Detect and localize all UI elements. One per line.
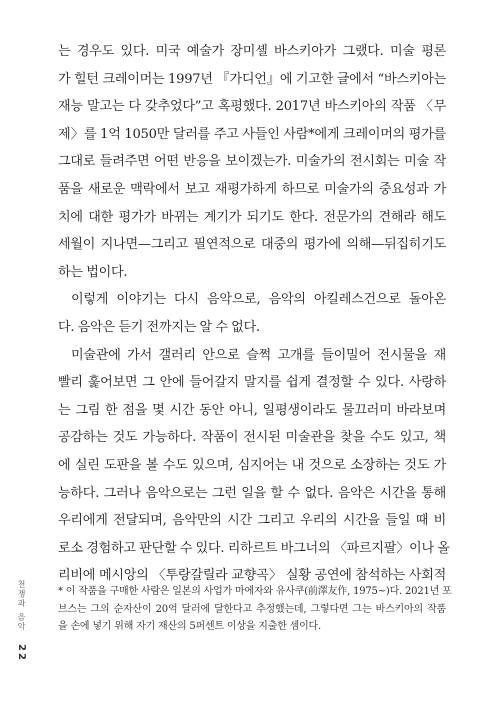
text-line: 능하다. 그러나 음악으로는 그런 일을 할 수 없다. 음악은 시간을 통해 — [58, 485, 446, 501]
text-line: 는 그림 한 점을 몇 시간 동안 아니, 일평생이라도 물끄러미 바라보며 — [58, 402, 446, 418]
text-line: 빨리 훑어보면 그 안에 들어갈지 말지를 쉽게 결정할 수 있다. 사랑하 — [58, 375, 446, 391]
running-title: 천쟁과 음악 — [17, 580, 26, 632]
text-line: 치에 대한 평가가 바뀌는 계기가 되기도 한다. 전문가의 견해라 해도 — [58, 209, 446, 225]
text-line: 는 경우도 있다. 미국 예술가 장미셸 바스키아가 그랬다. 미술 평론 — [58, 44, 446, 59]
footnote — [58, 583, 452, 636]
text-line: 미술관에 가서 갤러리 안으로 슬쩍 고개를 들이밀어 전시물을 재 — [71, 347, 446, 363]
text-line: 그대로 들려주면 어떤 반응을 보이겠는가. 미술가의 전시회는 미술 작 — [58, 154, 446, 170]
text-line: 하는 법이다. — [58, 264, 128, 280]
text-line: 로소 경험하고 판단할 수 있다. 리하르트 바그너의 〈파르지팔〉이나 올 — [58, 540, 450, 556]
text-line: 다. 음악은 듣기 전까지는 알 수 없다. — [58, 319, 260, 335]
text-line: 가 힐턴 크레이머는 1997년 『가디언』에 기고한 글에서 “바스키아는 — [58, 71, 446, 87]
text-line: 세월이 지나면—그리고 필연적으로 대중의 평가에 의해—뒤집히기도 — [58, 237, 446, 253]
text-line: 공감하는 것도 가능하다. 작품이 전시된 미술관을 찾을 수도 있고, 책 — [58, 430, 446, 446]
main-text-block — [58, 38, 450, 590]
text-line: 에 실린 도판을 볼 수도 있으며, 심지어는 내 것으로 소장하는 것도 가 — [58, 457, 446, 473]
text-line: 품을 새로운 맥락에서 보고 재평가하게 하므로 미술가의 중요성과 가 — [58, 181, 446, 197]
text-line: 이렇게 이야기는 다시 음악으로, 음악의 아킬레스건으로 돌아온 — [71, 292, 446, 308]
page-number: 22 — [16, 644, 27, 662]
text-line: 우리에게 전달되며, 음악만의 시간 그리고 우리의 시간을 들일 때 비 — [58, 513, 446, 529]
footnote-line: 브스는 그의 순자산이 20억 달러에 달한다고 추정했는데, 그렇다면 그는 바스키아의 작품 — [58, 603, 446, 615]
footnote-line: 을 손에 넣기 위해 자기 재산의 5퍼센트 이상을 지출한 셈이다. — [58, 621, 321, 632]
text-line: 제〉를 1억 1050만 달러를 주고 사들인 사람*에게 크레이머의 평가를 — [58, 126, 446, 142]
text-line: 리비에 메시앙의 〈투랑갈릴라 교향곡〉 실황 공연에 참석하는 사회적 — [58, 568, 446, 584]
footnote-line: * 이 작품을 구매한 사람은 일본의 사업가 마에자와 유사쿠(前澤友作, 1975~)다. 2021년 포 — [58, 586, 452, 597]
text-line: 재능 말고는 다 갖추었다”고 혹평했다. 2017년 바스키아의 작품 〈무 — [58, 99, 446, 115]
